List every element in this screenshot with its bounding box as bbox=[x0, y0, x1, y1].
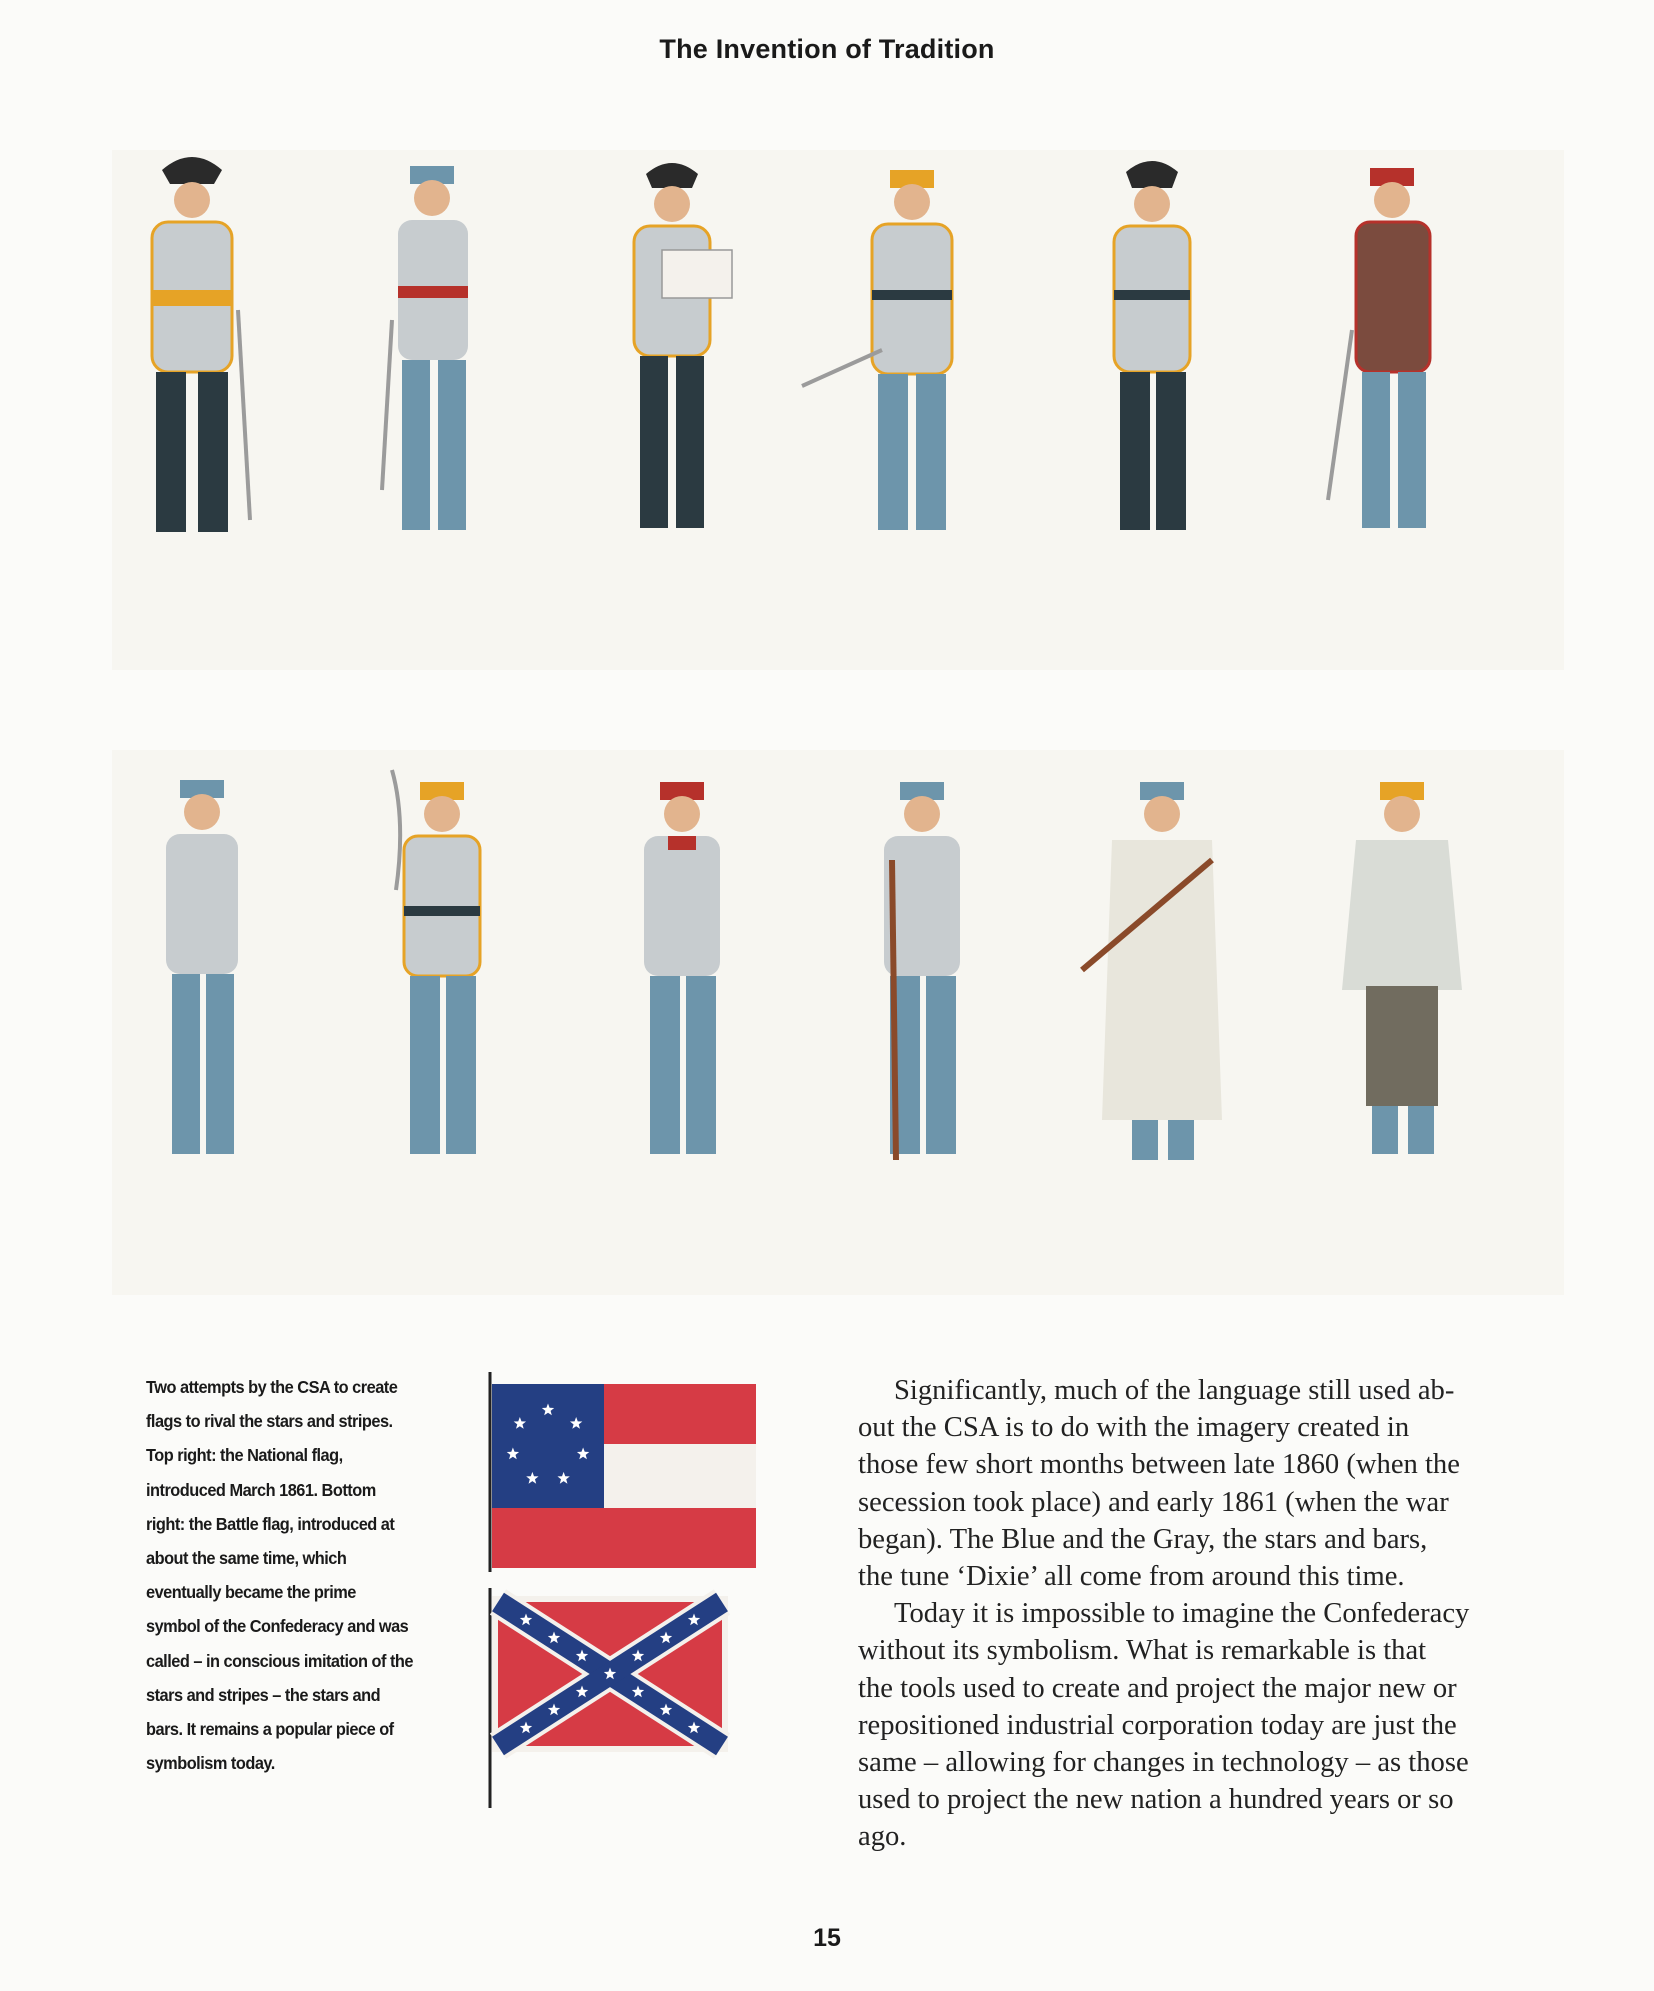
caption-line: flags to rival the stars and stripes. bbox=[146, 1411, 393, 1432]
uniform-figure-11 bbox=[1082, 782, 1222, 1160]
text-line: out the CSA is to do with the imagery created in bbox=[858, 1412, 1410, 1444]
caption-line: bars. It remains a popular piece of bbox=[146, 1719, 394, 1740]
caption-line: called – in conscious imitation of the bbox=[146, 1650, 413, 1671]
uniform-illustration-row-1 bbox=[112, 150, 1564, 670]
uniform-illustration-row-2 bbox=[112, 750, 1564, 1295]
uniform-figure-2 bbox=[382, 166, 468, 530]
uniform-figure-5 bbox=[1114, 161, 1190, 530]
uniform-figure-8 bbox=[392, 770, 480, 1154]
caption-line: right: the Battle flag, introduced at bbox=[146, 1513, 395, 1534]
uniform-figure-3 bbox=[634, 163, 732, 528]
text-line: Today it is impossible to imagine the Confederacy bbox=[894, 1598, 1470, 1630]
caption-line: Two attempts by the CSA to create bbox=[146, 1377, 398, 1397]
caption-line: eventually became the prime bbox=[146, 1582, 356, 1603]
text-line: the tools used to create and project the major new or bbox=[858, 1672, 1457, 1704]
national-flag bbox=[486, 1372, 762, 1572]
figure-caption bbox=[146, 1370, 458, 1780]
text-line: secession took place) and early 1861 (when the war bbox=[858, 1486, 1449, 1518]
paragraph-1 bbox=[858, 1372, 1552, 1595]
text-line: same – allowing for changes in technology – as those bbox=[858, 1747, 1469, 1779]
caption-line: symbolism today. bbox=[146, 1753, 275, 1774]
caption-line: stars and stripes – the stars and bbox=[146, 1684, 381, 1705]
text-line: without its symbolism. What is remarkable is that bbox=[858, 1635, 1427, 1667]
uniform-figure-4 bbox=[802, 170, 952, 530]
running-title: The Invention of Tradition bbox=[659, 34, 995, 64]
uniform-figure-6 bbox=[1328, 168, 1430, 528]
battle-flag bbox=[486, 1588, 732, 1808]
text-line: those few short months between late 1860 (when the bbox=[858, 1449, 1460, 1481]
text-line: Significantly, much of the language still used ab- bbox=[894, 1375, 1455, 1406]
caption-line: about the same time, which bbox=[146, 1548, 347, 1569]
page-number: 15 bbox=[813, 1924, 841, 1952]
caption-line: symbol of the Confederacy and was bbox=[146, 1616, 409, 1637]
paragraph-2 bbox=[858, 1595, 1552, 1855]
uniform-figure-10 bbox=[884, 782, 960, 1160]
text-line: used to project the new nation a hundred years or so bbox=[858, 1784, 1454, 1816]
uniform-figure-1 bbox=[152, 157, 250, 532]
uniform-figure-12 bbox=[1342, 782, 1462, 1154]
text-line: began). The Blue and the Gray, the stars and bars, bbox=[858, 1523, 1428, 1555]
text-line: ago. bbox=[858, 1821, 907, 1853]
uniform-figure-9 bbox=[644, 782, 720, 1154]
uniform-figure-7 bbox=[166, 780, 238, 1154]
text-line: the tune ‘Dixie’ all come from around this time. bbox=[858, 1561, 1405, 1593]
body-text bbox=[858, 1372, 1552, 1856]
caption-line: Top right: the National flag, bbox=[146, 1445, 343, 1466]
text-line: repositioned industrial corporation today are just the bbox=[858, 1709, 1457, 1741]
caption-line: introduced March 1861. Bottom bbox=[146, 1479, 376, 1500]
